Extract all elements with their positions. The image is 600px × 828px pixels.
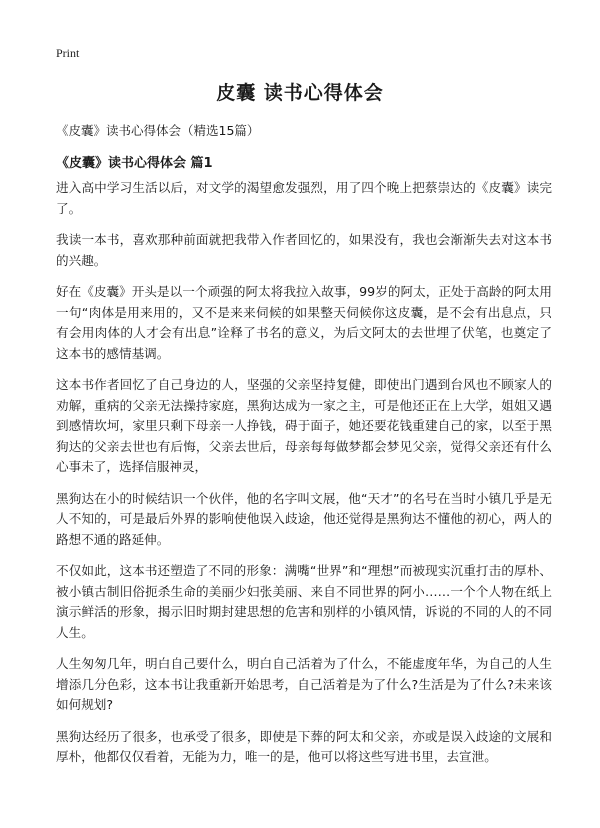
paragraph: 好在《皮囊》开头是以一个顽强的阿太将我拉入故事，99岁的阿太，正处于高龄的阿太用一句“肉体是用来用的，又不是来来伺候的如果整天伺候你这皮囊，是不会有出息点，只有会用肉体的人才会有出息”诠释了书名的意义，为后文阿太的去世埋了伏笔，也奠定了这本书的感情基调。	[56, 284, 552, 361]
paragraph: 黑狗达在小的时候结识一个伙伴，他的名字叫文展，他“天才”的名号在当时小镇几乎是无人不知的，可是最后外界的影响使他误入歧途，他还觉得是黑狗达不懂他的初心，两人的路想不通的路延伸。	[56, 490, 552, 547]
print-link[interactable]: Print	[56, 46, 80, 60]
paragraph: 我读一本书，喜欢那种前面就把我带入作者回忆的，如果没有，我也会渐渐失去对这本书的兴趣。	[56, 232, 552, 268]
paragraph: 这本书作者回忆了自己身边的人，坚强的父亲坚持复健，即使出门遇到台风也不顾家人的劝解，重病的父亲无法操持家庭，黑狗达成为一家之主，可是他还正在上大学，姐姐又遇到感情坎坷，家里只剩下母亲一人挣钱，碍于面子，她还要花钱重建自己的家，以至于黑狗达的父亲去世也有后悔，父亲去世后，母亲每每做梦都会梦见父亲，觉得父亲还有什么心事未了，选择信服神灵，	[56, 377, 552, 474]
article-body	[56, 178, 552, 779]
page-title: 皮囊 读书心得体会	[216, 82, 384, 104]
paragraph: 人生匆匆几年，明白自己要什么，明白自己活着为了什么，不能虚度年华，为自己的人生增添几分色彩，这本书让我重新开始思考，自己活着是为了什么?生活是为了什么?未来该如何规划?	[56, 656, 552, 712]
section-heading: 《皮囊》读书心得体会 篇1	[56, 156, 213, 171]
paragraph: 进入高中学习生活以后，对文学的渴望愈发强烈，用了四个晚上把蔡崇达的《皮囊》读完了。	[56, 180, 552, 216]
paragraph: 黑狗达经历了很多，也承受了很多，即使是下葬的阿太和父亲，亦或是误入歧途的文展和厚朴，他都仅仅看着，无能为力，唯一的是，他可以将这些写进书里，去宣泄。	[56, 728, 552, 764]
paragraph: 不仅如此，这本书还塑造了不同的形象：满嘴“世界”和“理想”而被现实沉重打击的厚朴、被小镇古制旧俗扼杀生命的美丽少妇张美丽、来自不同世界的阿小……一个个人物在纸上演示鲜活的形象，揭示旧时期封建思想的危害和别样的小镇风情，诉说的不同的人的不同人生。	[56, 563, 552, 640]
document-subtitle: 《皮囊》读书心得体会（精选15篇）	[56, 123, 260, 138]
